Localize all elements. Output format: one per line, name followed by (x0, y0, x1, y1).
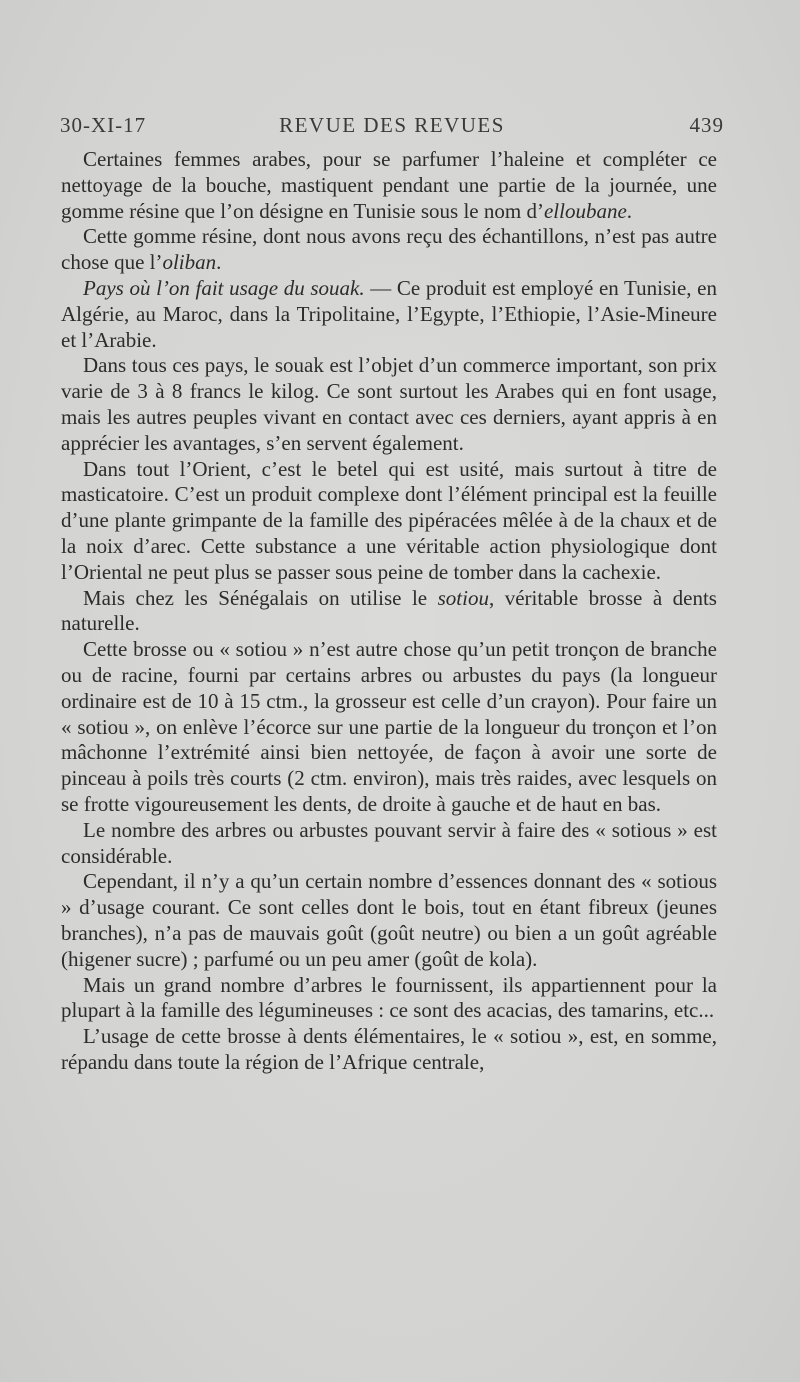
page-header (60, 113, 724, 143)
header-date: 30-XI-17 (60, 113, 147, 137)
paragraph: L’usage de cette brosse à dents élémentaires, le « sotiou », est, en somme, répandu dans toute la région de l’Afrique centrale, (61, 1024, 717, 1074)
paragraph: Cette brosse ou « sotiou » n’est autre chose qu’un petit tronçon de branche ou de racine, fourni par certains arbres ou arbustes du pays (la longueur ordinaire est de 10 à 15 ctm., la grosseur est celle d’un crayon). Pour faire un « sotiou », on enlève l’écorce sur une partie de la longueur du tronçon et l’on mâchonne l’extrémité ainsi bien nettoyée, de façon à avoir une sorte de pinceau à poils très courts (2 ctm. environ), mais très raides, avec lesquels on se frotte vigoureusement les dents, de droite à gauche et de haut en bas. (61, 637, 717, 816)
paragraph: Dans tout l’Orient, c’est le betel qui est usité, mais surtout à titre de masticatoire. C’est un produit complexe dont l’élément principal est la feuille d’une plante grimpante de la famille des pipéracées mêlée à de la chaux et de la noix d’arec. Cette substance a une véritable action physiologique dont l’Oriental ne peut plus se passer sous peine de tomber dans la cachexie. (61, 456, 717, 584)
article-body (61, 147, 717, 1076)
paragraph: Mais un grand nombre d’arbres le fournissent, ils appartiennent pour la plupart à la famille des légumineuses : ce sont des acacias, des tamarins, etc... (61, 972, 717, 1023)
paragraph: Certaines femmes arabes, pour se parfumer l’haleine et compléter ce nettoyage de la bouche, mastiquent pendant une partie de la journée, une gomme résine que l’on désigne en Tunisie sous le nom d’elloubane. (61, 147, 717, 223)
paragraph: Cependant, il n’y a qu’un certain nombre d’essences donnant des « sotious » d’usage courant. Ce sont celles dont le bois, tout en étant fibreux (jeunes branches), n’a pas de mauvais goût (goût neutre) ou bien a un goût agréable (higener sucre) ; parfumé ou un peu amer (goût de kola). (61, 869, 717, 971)
running-title: REVUE DES REVUES (279, 113, 505, 137)
page-number: 439 (689, 113, 724, 137)
paragraph: Mais chez les Sénégalais on utilise le sotiou, véritable brosse à dents naturelle. (61, 585, 717, 636)
paragraph: Dans tous ces pays, le souak est l’objet d’un commerce important, son prix varie de 3 à 8 francs le kilog. Ce sont surtout les Arabes qui en font usage, mais les autres peuples vivant en contact avec ces derniers, ayant appris à en apprécier les avantages, s’en servent également. (61, 353, 717, 455)
paragraph: Cette gomme résine, dont nous avons reçu des échantillons, n’est pas autre chose que l’oliban. (61, 224, 717, 275)
paragraph: Pays où l’on fait usage du souak. — Ce produit est employé en Tunisie, en Algérie, au Maroc, dans la Tripolitaine, l’Egypte, l’Ethiopie, l’Asie-Mineure et l’Arabie. (61, 275, 717, 352)
paragraph: Le nombre des arbres ou arbustes pouvant servir à faire des « sotious » est considérable. (61, 817, 717, 868)
